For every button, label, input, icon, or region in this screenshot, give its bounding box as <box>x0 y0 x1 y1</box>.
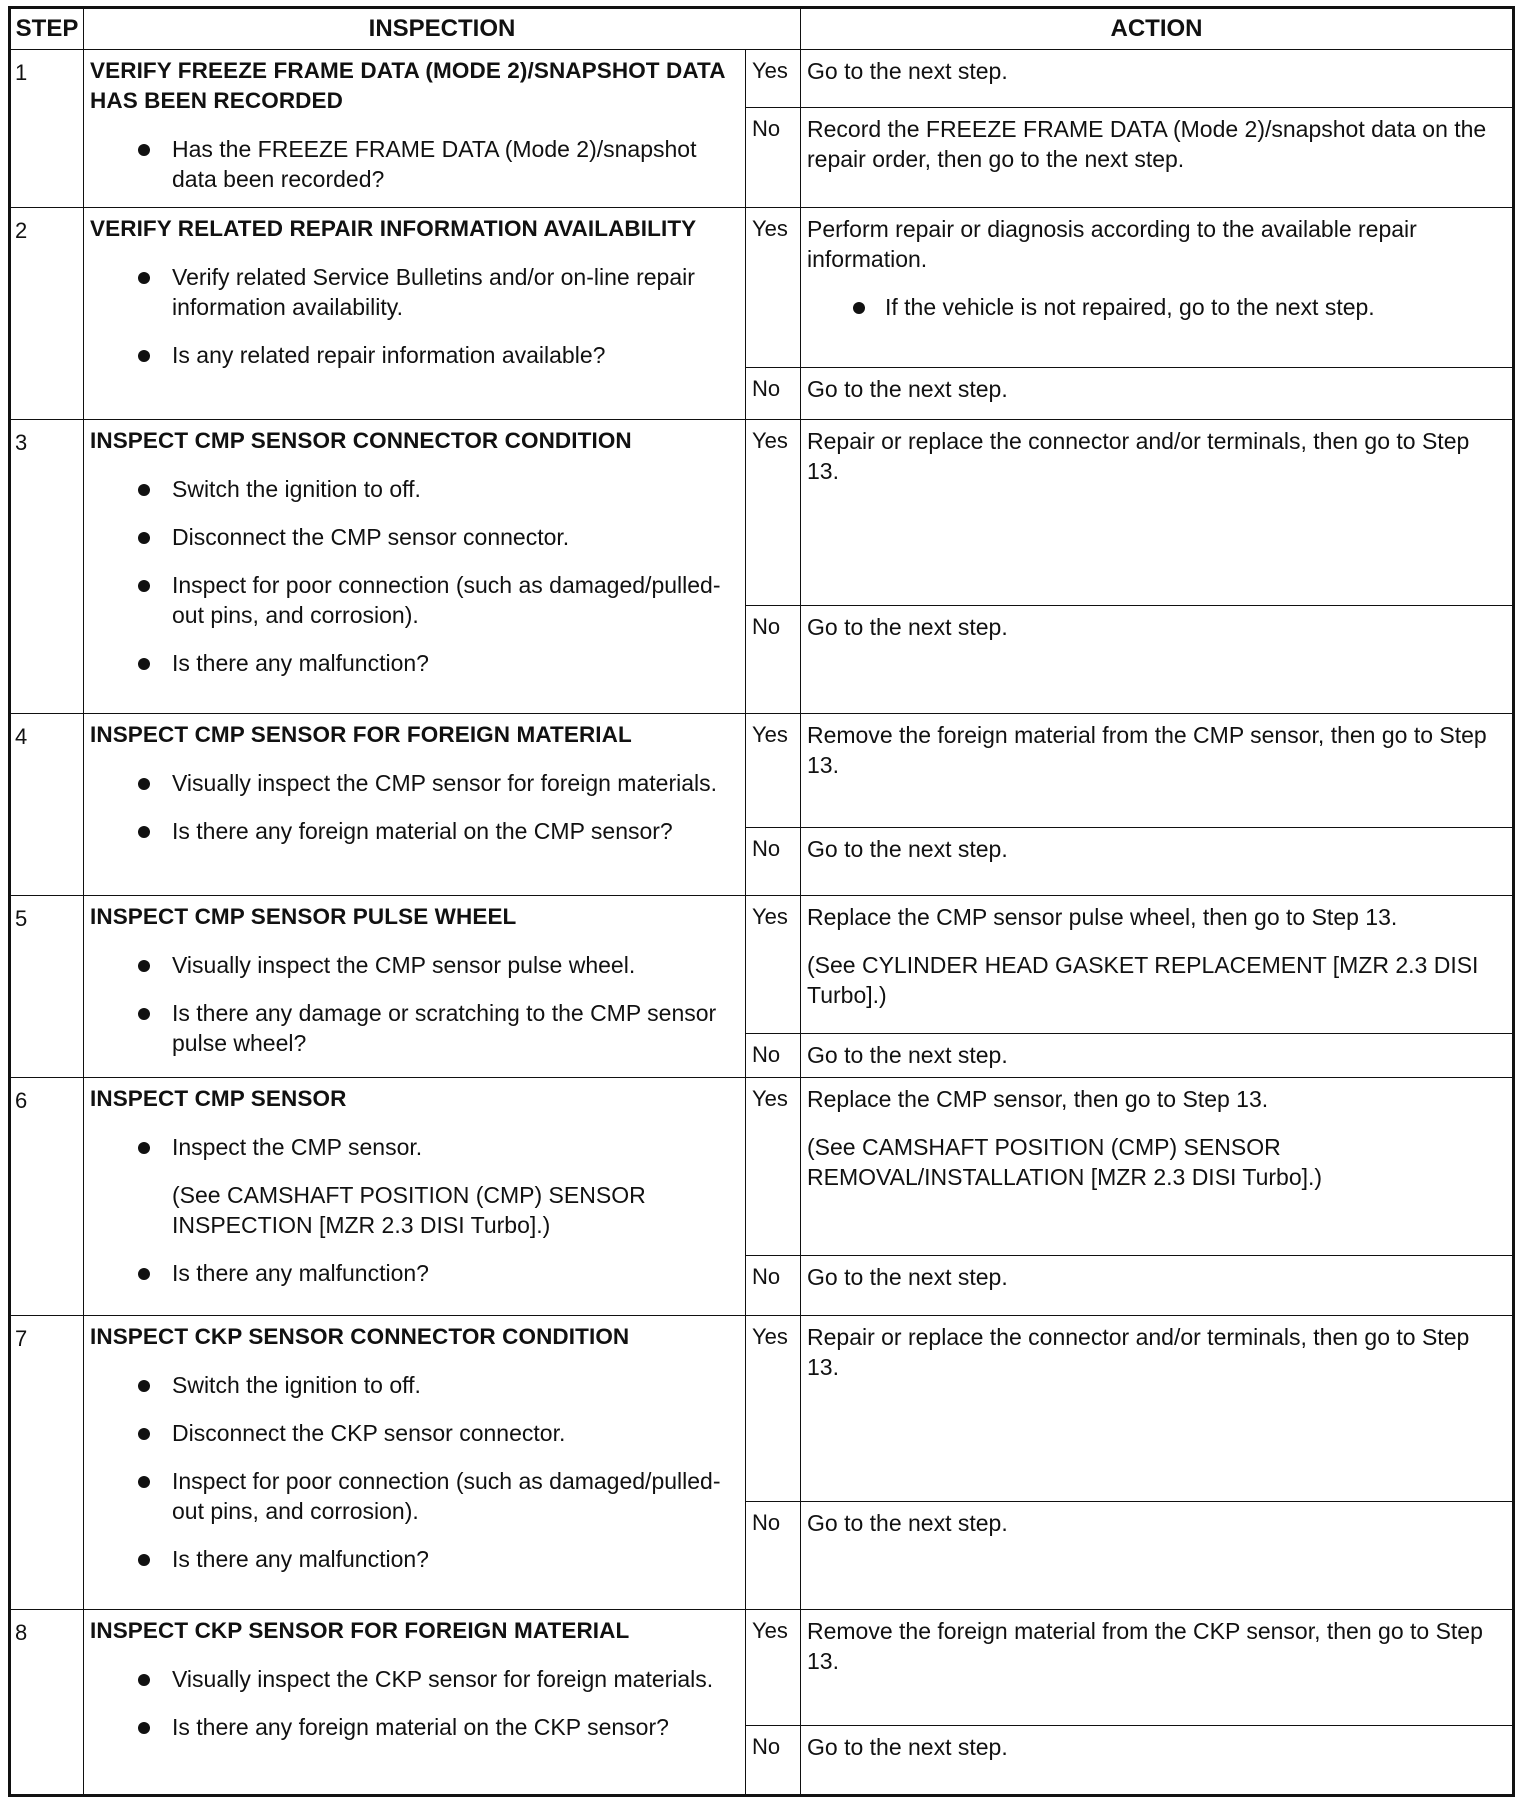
yes-label: Yes <box>746 208 801 368</box>
inspection-cell <box>84 1610 746 1796</box>
yes-action: Repair or replace the connector and/or terminals, then go to Step 13. <box>801 1316 1514 1502</box>
no-label: No <box>746 368 801 420</box>
step-number: 1 <box>10 50 84 208</box>
inspection-bullet: Inspect the CMP sensor. <box>90 1132 737 1162</box>
table-row <box>10 420 1514 606</box>
table-row <box>10 1610 1514 1726</box>
inspection-bullet: Disconnect the CKP sensor connector. <box>90 1418 737 1448</box>
inspection-column-header: INSPECTION <box>84 8 801 50</box>
inspection-bullet: Is there any malfunction? <box>90 648 737 678</box>
step-number: 8 <box>10 1610 84 1796</box>
no-action: Go to the next step. <box>801 828 1514 896</box>
inspection-bullet: Visually inspect the CKP sensor for foreign materials. <box>90 1664 737 1694</box>
no-label: No <box>746 606 801 714</box>
table-row <box>10 714 1514 828</box>
yes-action-reference: (See CAMSHAFT POSITION (CMP) SENSOR REMOVAL/INSTALLATION [MZR 2.3 DISI Turbo].) <box>807 1134 1323 1190</box>
no-action: Go to the next step. <box>801 606 1514 714</box>
step-column-header: STEP <box>10 8 84 50</box>
no-label: No <box>746 108 801 208</box>
inspection-bullet: Disconnect the CMP sensor connector. <box>90 522 737 552</box>
no-label: No <box>746 1256 801 1316</box>
yes-label: Yes <box>746 1610 801 1726</box>
inspection-bullet: Inspect for poor connection (such as damaged/pulled-out pins, and corrosion). <box>90 1466 737 1526</box>
step-number: 2 <box>10 208 84 420</box>
table-row <box>10 1316 1514 1502</box>
inspection-cell <box>84 208 746 420</box>
no-action: Go to the next step. <box>801 368 1514 420</box>
inspection-cell <box>84 1316 746 1610</box>
inspection-bullet: Switch the ignition to off. <box>90 474 737 504</box>
inspection-bullet: Has the FREEZE FRAME DATA (Mode 2)/snapshot data been recorded? <box>90 134 737 194</box>
step-number: 7 <box>10 1316 84 1610</box>
inspection-title: VERIFY RELATED REPAIR INFORMATION AVAILABILITY <box>90 216 697 241</box>
no-action: Record the FREEZE FRAME DATA (Mode 2)/snapshot data on the repair order, then go to the next step. <box>801 108 1514 208</box>
yes-action-cell <box>801 896 1514 1034</box>
action-column-header: ACTION <box>801 8 1514 50</box>
inspection-cell <box>84 1078 746 1316</box>
table-row <box>10 1078 1514 1256</box>
inspection-cell <box>84 50 746 208</box>
inspection-bullet: Is there any malfunction? <box>90 1258 737 1288</box>
yes-label: Yes <box>746 896 801 1034</box>
no-action: Go to the next step. <box>801 1726 1514 1796</box>
yes-label: Yes <box>746 1316 801 1502</box>
inspection-title: INSPECT CMP SENSOR PULSE WHEEL <box>90 904 517 929</box>
yes-label: Yes <box>746 714 801 828</box>
step-number: 5 <box>10 896 84 1078</box>
no-label: No <box>746 1726 801 1796</box>
inspection-bullet: Visually inspect the CMP sensor for foreign materials. <box>90 768 737 798</box>
no-label: No <box>746 1502 801 1610</box>
no-action: Go to the next step. <box>801 1502 1514 1610</box>
inspection-bullet: Switch the ignition to off. <box>90 1370 737 1400</box>
no-label: No <box>746 828 801 896</box>
yes-label: Yes <box>746 1078 801 1256</box>
no-label: No <box>746 1034 801 1078</box>
inspection-title: INSPECT CMP SENSOR <box>90 1086 347 1111</box>
inspection-bullet: Is there any malfunction? <box>90 1544 737 1574</box>
inspection-title: INSPECT CMP SENSOR CONNECTOR CONDITION <box>90 428 632 453</box>
inspection-title: INSPECT CKP SENSOR CONNECTOR CONDITION <box>90 1324 630 1349</box>
yes-action: Remove the foreign material from the CKP sensor, then go to Step 13. <box>801 1610 1514 1726</box>
inspection-cell <box>84 714 746 896</box>
yes-action: Repair or replace the connector and/or terminals, then go to Step 13. <box>801 420 1514 606</box>
inspection-title: VERIFY FREEZE FRAME DATA (MODE 2)/SNAPSHOT DATA HAS BEEN RECORDED <box>90 58 725 113</box>
inspection-bullet: Is any related repair information available? <box>90 340 737 370</box>
yes-label: Yes <box>746 420 801 606</box>
yes-action-cell <box>801 208 1514 368</box>
no-action: Go to the next step. <box>801 1034 1514 1078</box>
step-number: 6 <box>10 1078 84 1316</box>
step-number: 3 <box>10 420 84 714</box>
inspection-cell <box>84 420 746 714</box>
table-row <box>10 896 1514 1034</box>
step-number: 4 <box>10 714 84 896</box>
no-action: Go to the next step. <box>801 1256 1514 1316</box>
inspection-bullet: Visually inspect the CMP sensor pulse wheel. <box>90 950 737 980</box>
inspection-title: INSPECT CKP SENSOR FOR FOREIGN MATERIAL <box>90 1618 630 1643</box>
inspection-bullet: Is there any foreign material on the CMP sensor? <box>90 816 737 846</box>
yes-action: Go to the next step. <box>801 50 1514 108</box>
table-row <box>10 50 1514 108</box>
inspection-bullet: Is there any foreign material on the CKP sensor? <box>90 1712 737 1742</box>
yes-action: Perform repair or diagnosis according to the available repair information. <box>807 216 1417 272</box>
yes-action: Replace the CMP sensor pulse wheel, then go to Step 13. <box>807 904 1398 930</box>
yes-action-bullet: If the vehicle is not repaired, go to the next step. <box>807 292 1504 322</box>
table-header-row <box>10 8 1514 50</box>
inspection-bullet: Verify related Service Bulletins and/or on-line repair information availability. <box>90 262 737 322</box>
yes-action-cell <box>801 1078 1514 1256</box>
inspection-reference: (See CAMSHAFT POSITION (CMP) SENSOR INSPECTION [MZR 2.3 DISI Turbo].) <box>172 1182 646 1238</box>
yes-action: Remove the foreign material from the CMP sensor, then go to Step 13. <box>801 714 1514 828</box>
yes-action-reference: (See CYLINDER HEAD GASKET REPLACEMENT [MZR 2.3 DISI Turbo].) <box>807 952 1479 1008</box>
inspection-bullet: Inspect for poor connection (such as damaged/pulled-out pins, and corrosion). <box>90 570 737 630</box>
yes-action: Replace the CMP sensor, then go to Step 13. <box>807 1086 1269 1112</box>
table-row <box>10 208 1514 368</box>
inspection-bullet: Is there any damage or scratching to the CMP sensor pulse wheel? <box>90 998 737 1058</box>
diagnostic-procedure-table <box>8 6 1515 1797</box>
inspection-cell <box>84 896 746 1078</box>
yes-label: Yes <box>746 50 801 108</box>
inspection-title: INSPECT CMP SENSOR FOR FOREIGN MATERIAL <box>90 722 632 747</box>
